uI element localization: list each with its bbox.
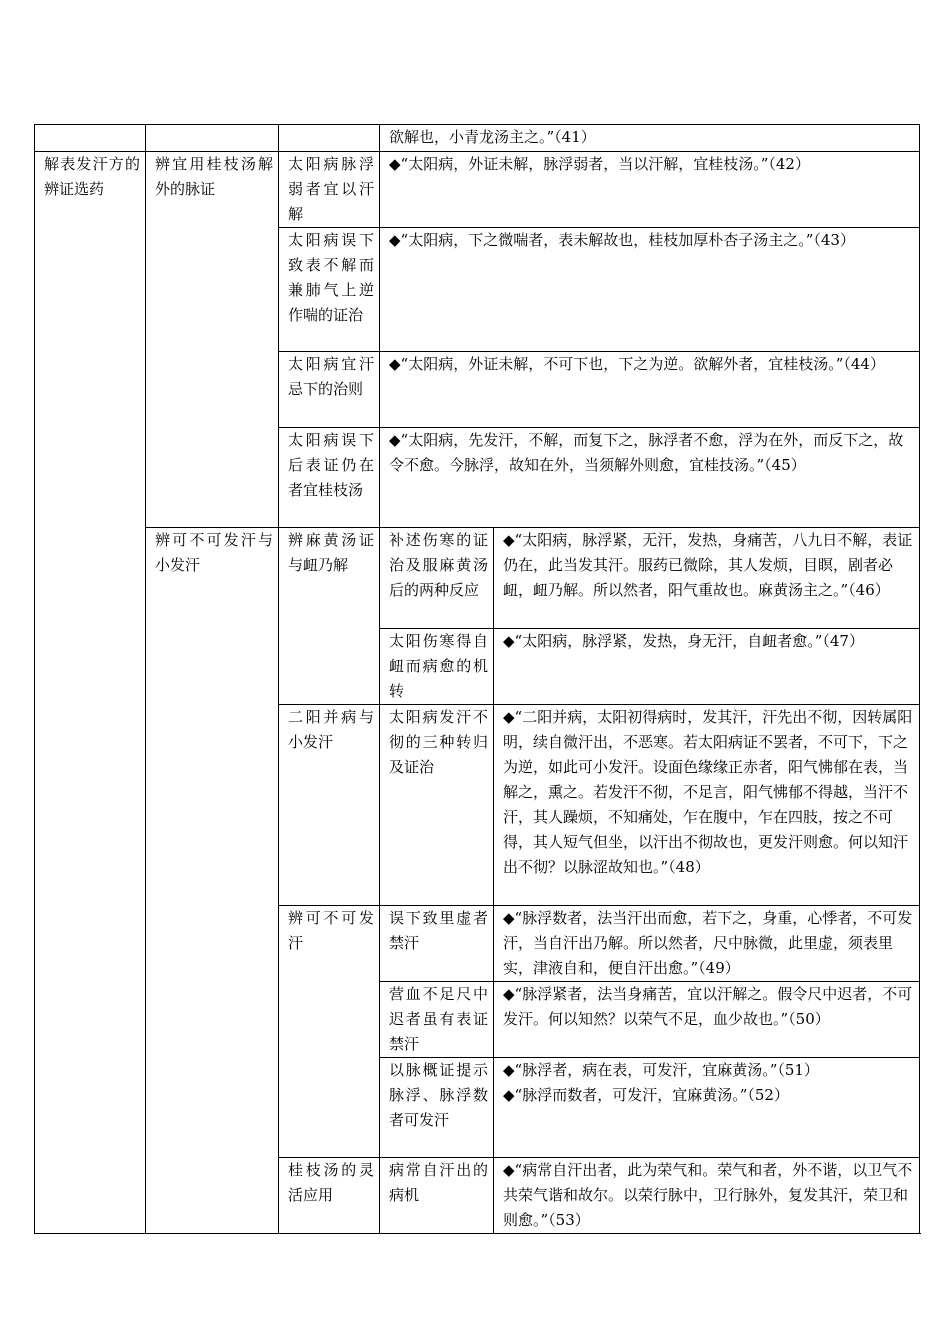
topic-label: 以脉概证提示脉浮、脉浮数者可发汗 (380, 1058, 494, 1158)
group-label: 桂枝汤的灵活应用 (279, 1158, 380, 1234)
group-label: 辨可不可发汗与小发汗 (146, 528, 279, 1234)
section-label: 解表发汗方的辨证选药 (35, 152, 146, 1234)
clause-text: ◆“脉浮数者，法当汗出而愈，若下之，身重，心悸者，不可发汗，当自汗出乃解。所以然者，尺中脉微，此里虚，须表里实，津液自和，便自汗出愈。”（49） (494, 906, 920, 982)
treatise-table (34, 124, 920, 1234)
topic-label: 太阳伤寒得自衄而病愈的机转 (380, 629, 494, 705)
clause-text: ◆“脉浮者，病在表，可发汗，宜麻黄汤。”（51） (503, 1061, 819, 1079)
clause-cell (494, 1058, 920, 1158)
clause-text: ◆“脉浮而数者，可发汗，宜麻黄汤。”（52） (503, 1086, 789, 1104)
clause-text: ◆“脉浮紧者，法当身痛苦，宜以汗解之。假令尺中迟者，不可发汗。何以知然？以荣气不足，血少故也。”（50） (494, 982, 920, 1058)
clause-text: ◆“太阳病，先发汗，不解，而复下之，脉浮者不愈，浮为在外，而反下之，故令不愈。今脉浮，故知在外，当须解外则愈，宜桂技汤。”（45） (380, 428, 920, 528)
subgroup-label: 辨麻黄汤证与衄乃解 (279, 528, 380, 705)
clause-text: ◆“病常自汗出者，此为荣气和。荣气和者，外不谐，以卫气不共荣气谐和故尔。以荣行脉中，卫行脉外，复发其汗，荣卫和则愈。”（53） (494, 1158, 920, 1234)
topic-label: 太阳病脉浮弱者宜以汗解 (279, 152, 380, 228)
topic-label: 补述伤寒的证治及服麻黄汤后的两种反应 (380, 528, 494, 629)
topic-label: 太阳病误下后表证仍在者宜桂枝汤 (279, 428, 380, 528)
clause-text: ◆“太阳病，脉浮紧，无汗，发热，身痛苦，八九日不解，表证仍在，此当发其汗。服药已微除，其人发烦，目瞑，剧者必衄，衄乃解。所以然者，阳气重故也。麻黄汤主之。”（46） (494, 528, 920, 629)
topic-label: 太阳病误下致表不解而兼肺气上逆作喘的证治 (279, 228, 380, 352)
table-row (35, 152, 920, 228)
clause-text: 欲解也，小青龙汤主之。”（41） (380, 125, 920, 152)
topic-label: 误下致里虚者禁汗 (380, 906, 494, 982)
clause-text: ◆“太阳病，脉浮紧，发热，身无汗，自衄者愈。”（47） (494, 629, 920, 705)
group-label: 辨宜用桂枝汤解外的脉证 (146, 152, 279, 528)
table-row (35, 125, 920, 152)
topic-label: 太阳病发汗不彻的三种转归及证治 (380, 705, 494, 906)
topic-label: 营血不足尺中迟者虽有表证禁汗 (380, 982, 494, 1058)
subgroup-label: 二阳并病与小发汗 (279, 705, 380, 906)
clause-text: ◆“太阳病，下之微喘者，表未解故也，桂枝加厚朴杏子汤主之。”（43） (380, 228, 920, 352)
clause-text: ◆“太阳病，外证未解，不可下也，下之为逆。欲解外者，宜桂枝汤。”（44） (380, 352, 920, 428)
table-row (35, 528, 920, 629)
clause-text: ◆“太阳病，外证未解，脉浮弱者，当以汗解，宜桂枝汤。”（42） (380, 152, 920, 228)
topic-label: 太阳病宜汗忌下的治则 (279, 352, 380, 428)
topic-label: 病常自汗出的病机 (380, 1158, 494, 1234)
subgroup-label: 辨可不可发汗 (279, 906, 380, 1158)
clause-text: ◆“二阳并病，太阳初得病时，发其汗，汗先出不彻，因转属阳明，续自微汗出，不恶寒。若太阳病证不罢者，不可下，下之为逆，如此可小发汗。设面色缘缘正赤者，阳气怫郁在表，当解之，熏之。若发汗不彻，不足言，阳气怫郁不得越，当汗不汗，其人躁烦，不知痛处，乍在腹中，乍在四肢，按之不可得，其人短气但坐，以汗出不彻故也，更发汗则愈。何以知汗出不彻？以脉涩故知也。”（48） (494, 705, 920, 906)
